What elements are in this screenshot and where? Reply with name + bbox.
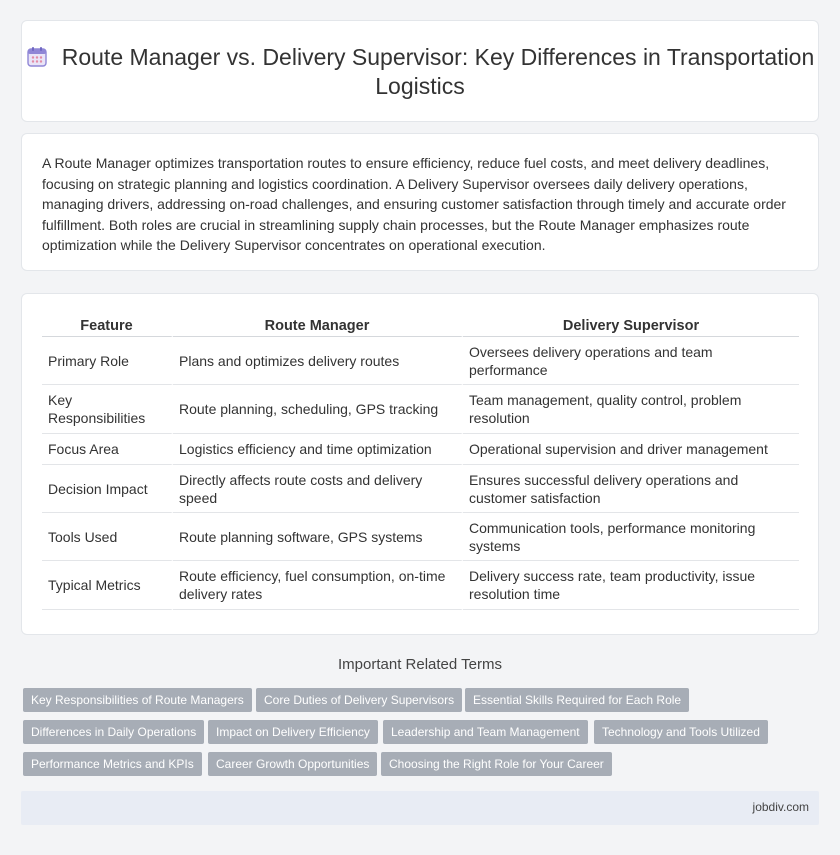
- route-manager-cell: Route planning, scheduling, GPS tracking: [173, 385, 463, 434]
- related-term-tag[interactable]: Impact on Delivery Efficiency: [208, 720, 378, 744]
- column-header-route-manager: Route Manager: [173, 314, 463, 337]
- delivery-supervisor-cell: Delivery success rate, team productivity, issue resolution time: [463, 561, 799, 610]
- table-row: [42, 337, 799, 385]
- footer-site-link[interactable]: jobdiv.com: [752, 800, 809, 814]
- intro-paragraph: A Route Manager optimizes transportation routes to ensure efficiency, reduce fuel costs, and meet delivery deadlines, focusing on strategic planning and logistics coordination. A Delivery Supervisor oversees daily delivery operations, managing drivers, addressing on-road challenges, and ensuring customer satisfaction through timely and accurate order fulfillment. Both roles are crucial in streamlining supply chain processes, but the Route Manager emphasizes route optimization while the Delivery Supervisor concentrates on operational execution.: [42, 155, 786, 253]
- route-manager-cell: Route planning software, GPS systems: [173, 513, 463, 561]
- table-row: [42, 561, 799, 610]
- feature-cell: Typical Metrics: [42, 561, 173, 610]
- delivery-supervisor-cell: Team management, quality control, problem resolution: [463, 385, 799, 434]
- column-header-delivery-supervisor: Delivery Supervisor: [463, 314, 799, 337]
- delivery-supervisor-cell: Oversees delivery operations and team performance: [463, 337, 799, 385]
- comparison-card: [21, 293, 819, 635]
- related-term-tag[interactable]: Performance Metrics and KPIs: [23, 752, 202, 776]
- related-term-tag[interactable]: Choosing the Right Role for Your Career: [381, 752, 612, 776]
- title-wrap: [22, 43, 818, 101]
- table-row: [42, 385, 799, 434]
- feature-cell: Primary Role: [42, 337, 173, 385]
- table-row: [42, 434, 799, 465]
- page-title: [22, 43, 818, 101]
- related-term-tag[interactable]: Technology and Tools Utilized: [594, 720, 768, 744]
- column-header-feature: Feature: [42, 314, 173, 337]
- delivery-supervisor-cell: Ensures successful delivery operations and customer satisfaction: [463, 465, 799, 513]
- route-manager-cell: Logistics efficiency and time optimization: [173, 434, 463, 465]
- related-terms-heading: Important Related Terms: [338, 656, 502, 673]
- feature-cell: Tools Used: [42, 513, 173, 561]
- header-card: [21, 20, 819, 122]
- related-term-tag[interactable]: Leadership and Team Management: [383, 720, 588, 744]
- calendar-icon: [26, 46, 48, 68]
- table-row: [42, 513, 799, 561]
- route-manager-cell: Directly affects route costs and delivery speed: [173, 465, 463, 513]
- feature-cell: Key Responsibilities: [42, 385, 173, 434]
- table-header-row: [42, 314, 799, 337]
- related-term-tag[interactable]: Key Responsibilities of Route Managers: [23, 688, 252, 712]
- comparison-table: [42, 314, 799, 610]
- feature-cell: Focus Area: [42, 434, 173, 465]
- page-title-text: Route Manager vs. Delivery Supervisor: Key Differences in Transportation Logistics: [61, 44, 815, 99]
- table-row: [42, 465, 799, 513]
- delivery-supervisor-cell: Communication tools, performance monitoring systems: [463, 513, 799, 561]
- related-term-tag[interactable]: Essential Skills Required for Each Role: [465, 688, 689, 712]
- route-manager-cell: Plans and optimizes delivery routes: [173, 337, 463, 385]
- route-manager-cell: Route efficiency, fuel consumption, on-time delivery rates: [173, 561, 463, 610]
- intro-card: [21, 133, 819, 271]
- related-term-tag[interactable]: Career Growth Opportunities: [208, 752, 377, 776]
- related-term-tag[interactable]: Core Duties of Delivery Supervisors: [256, 688, 462, 712]
- footer: [21, 791, 819, 825]
- delivery-supervisor-cell: Operational supervision and driver management: [463, 434, 799, 465]
- feature-cell: Decision Impact: [42, 465, 173, 513]
- related-term-tag[interactable]: Differences in Daily Operations: [23, 720, 204, 744]
